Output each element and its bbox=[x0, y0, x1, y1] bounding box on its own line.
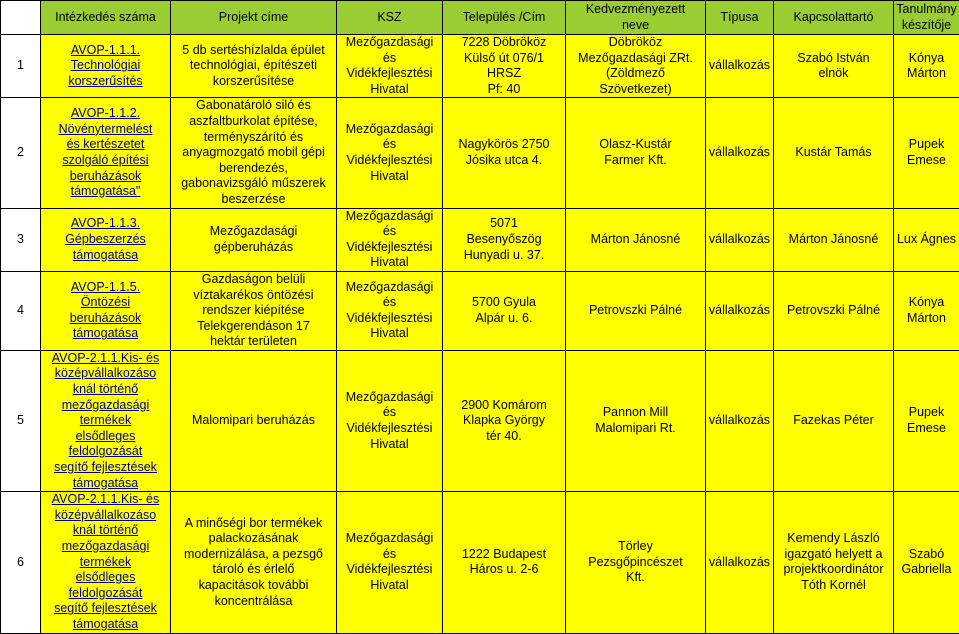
row-number: 1 bbox=[1, 35, 41, 98]
row-number: 4 bbox=[1, 271, 41, 350]
contact-cell: Petrovszki Pálné bbox=[774, 271, 894, 350]
header-kapcsolattarto: Kapcsolattartó bbox=[774, 1, 894, 35]
beneficiary-cell: Petrovszki Pálné bbox=[566, 271, 706, 350]
intezkedes-link[interactable]: AVOP-2.1.1.Kis- és középvállalkozáso knál történő mezőgazdasági termékek elsődleges feldolgozását segítő fejlesztések támogatása bbox=[41, 350, 171, 491]
header-kedvezmenyezett: Kedvezményezett neve bbox=[566, 1, 706, 35]
table-row bbox=[1, 35, 959, 98]
beneficiary-cell: Törley Pezsgőpincészet Kft. bbox=[566, 492, 706, 633]
header-telepules: Település /Cím bbox=[443, 1, 566, 35]
header-row bbox=[1, 1, 959, 35]
ksz-cell: Mezőgazdasági és Vidékfejlesztési Hivatal bbox=[337, 350, 443, 491]
intezkedes-link[interactable]: AVOP-1.1.1. Technológiai korszerűsítés bbox=[41, 35, 171, 98]
project-title: Malomipari beruházás bbox=[171, 350, 337, 491]
header-tanulmany: Tanulmány készítője bbox=[894, 1, 959, 35]
ksz-cell: Mezőgazdasági és Vidékfejlesztési Hivatal bbox=[337, 98, 443, 208]
author-cell: Kónya Márton bbox=[894, 271, 959, 350]
intezkedes-link[interactable]: AVOP-1.1.2. Növénytermelést és kertészetet szolgáló építési beruházások támogatása" bbox=[41, 98, 171, 208]
ksz-cell: Mezőgazdasági és Vidékfejlesztési Hivatal bbox=[337, 271, 443, 350]
project-title: Mezőgazdasági gépberuházás bbox=[171, 208, 337, 271]
address-cell: 2900 Komárom Klapka György tér 40. bbox=[443, 350, 566, 491]
author-cell: Lux Ágnes bbox=[894, 208, 959, 271]
contact-cell: Szabó István elnök bbox=[774, 35, 894, 98]
table-row bbox=[1, 98, 959, 208]
address-cell: 7228 Döbrököz Külső út 076/1 HRSZ Pf: 40 bbox=[443, 35, 566, 98]
row-number: 3 bbox=[1, 208, 41, 271]
author-cell: Kónya Márton bbox=[894, 35, 959, 98]
type-cell: vállalkozás bbox=[706, 271, 774, 350]
ksz-cell: Mezőgazdasági és Vidékfejlesztési Hivatal bbox=[337, 35, 443, 98]
type-cell: vállalkozás bbox=[706, 98, 774, 208]
beneficiary-cell: Döbrököz Mezőgazdasági ZRt. (Zöldmező Szövetkezet) bbox=[566, 35, 706, 98]
header-ksz: KSZ bbox=[337, 1, 443, 35]
ksz-cell: Mezőgazdasági és Vidékfejlesztési Hivatal bbox=[337, 492, 443, 633]
intezkedes-link[interactable]: AVOP-2.1.1.Kis- és középvállalkozáso knál történő mezőgazdasági termékek elsődleges feldolgozását segítő fejlesztések támogatása bbox=[41, 492, 171, 633]
contact-cell: Márton Jánosné bbox=[774, 208, 894, 271]
header-projekt: Projekt címe bbox=[171, 1, 337, 35]
ksz-cell: Mezőgazdasági és Vidékfejlesztési Hivatal bbox=[337, 208, 443, 271]
address-cell: 5071 Besenyőszög Hunyadi u. 37. bbox=[443, 208, 566, 271]
address-cell: Nagykörös 2750 Jósika utca 4. bbox=[443, 98, 566, 208]
header-intezkedes: Intézkedés száma bbox=[41, 1, 171, 35]
beneficiary-cell: Olasz-Kustár Farmer Kft. bbox=[566, 98, 706, 208]
table-row bbox=[1, 271, 959, 350]
author-cell: Pupek Emese bbox=[894, 98, 959, 208]
row-number: 5 bbox=[1, 350, 41, 491]
intezkedes-link[interactable]: AVOP-1.1.5. Öntözési beruházások támogatása bbox=[41, 271, 171, 350]
beneficiary-cell: Márton Jánosné bbox=[566, 208, 706, 271]
row-number: 2 bbox=[1, 98, 41, 208]
type-cell: vállalkozás bbox=[706, 35, 774, 98]
type-cell: vállalkozás bbox=[706, 208, 774, 271]
contact-cell: Fazekas Péter bbox=[774, 350, 894, 491]
address-cell: 5700 Gyula Alpár u. 6. bbox=[443, 271, 566, 350]
project-title: Gabonatároló siló és aszfaltburkolat építése, terményszárító és anyagmozgató mobil gépi berendezés, gabonavizsgáló műszerek beszerzése bbox=[171, 98, 337, 208]
contact-cell: Kustár Tamás bbox=[774, 98, 894, 208]
header-number bbox=[1, 1, 41, 35]
type-cell: vállalkozás bbox=[706, 492, 774, 633]
row-number: 6 bbox=[1, 492, 41, 633]
project-title: Gazdaságon belüli víztakarékos öntözési rendszer kiépítése Telekgerendáson 17 hektár területen bbox=[171, 271, 337, 350]
header-tipusa: Típusa bbox=[706, 1, 774, 35]
table-row bbox=[1, 208, 959, 271]
author-cell: Pupek Emese bbox=[894, 350, 959, 491]
type-cell: vállalkozás bbox=[706, 350, 774, 491]
contact-cell: Kemendy László igazgató helyett a projektkoordinátor Tóth Kornél bbox=[774, 492, 894, 633]
author-cell: Szabó Gabriella bbox=[894, 492, 959, 633]
project-title: 5 db sertéshízlalda épület technológiai, építészeti korszerűsítése bbox=[171, 35, 337, 98]
beneficiary-cell: Pannon Mill Malomipari Rt. bbox=[566, 350, 706, 491]
intezkedes-link[interactable]: AVOP-1.1.3. Gépbeszerzés támogatása bbox=[41, 208, 171, 271]
table-row bbox=[1, 492, 959, 633]
project-title: A minőségi bor termékek palackozásának modernizálása, a pezsgő tároló és érlelő kapacitások további koncentrálása bbox=[171, 492, 337, 633]
table-row bbox=[1, 350, 959, 491]
address-cell: 1222 Budapest Háros u. 2-6 bbox=[443, 492, 566, 633]
